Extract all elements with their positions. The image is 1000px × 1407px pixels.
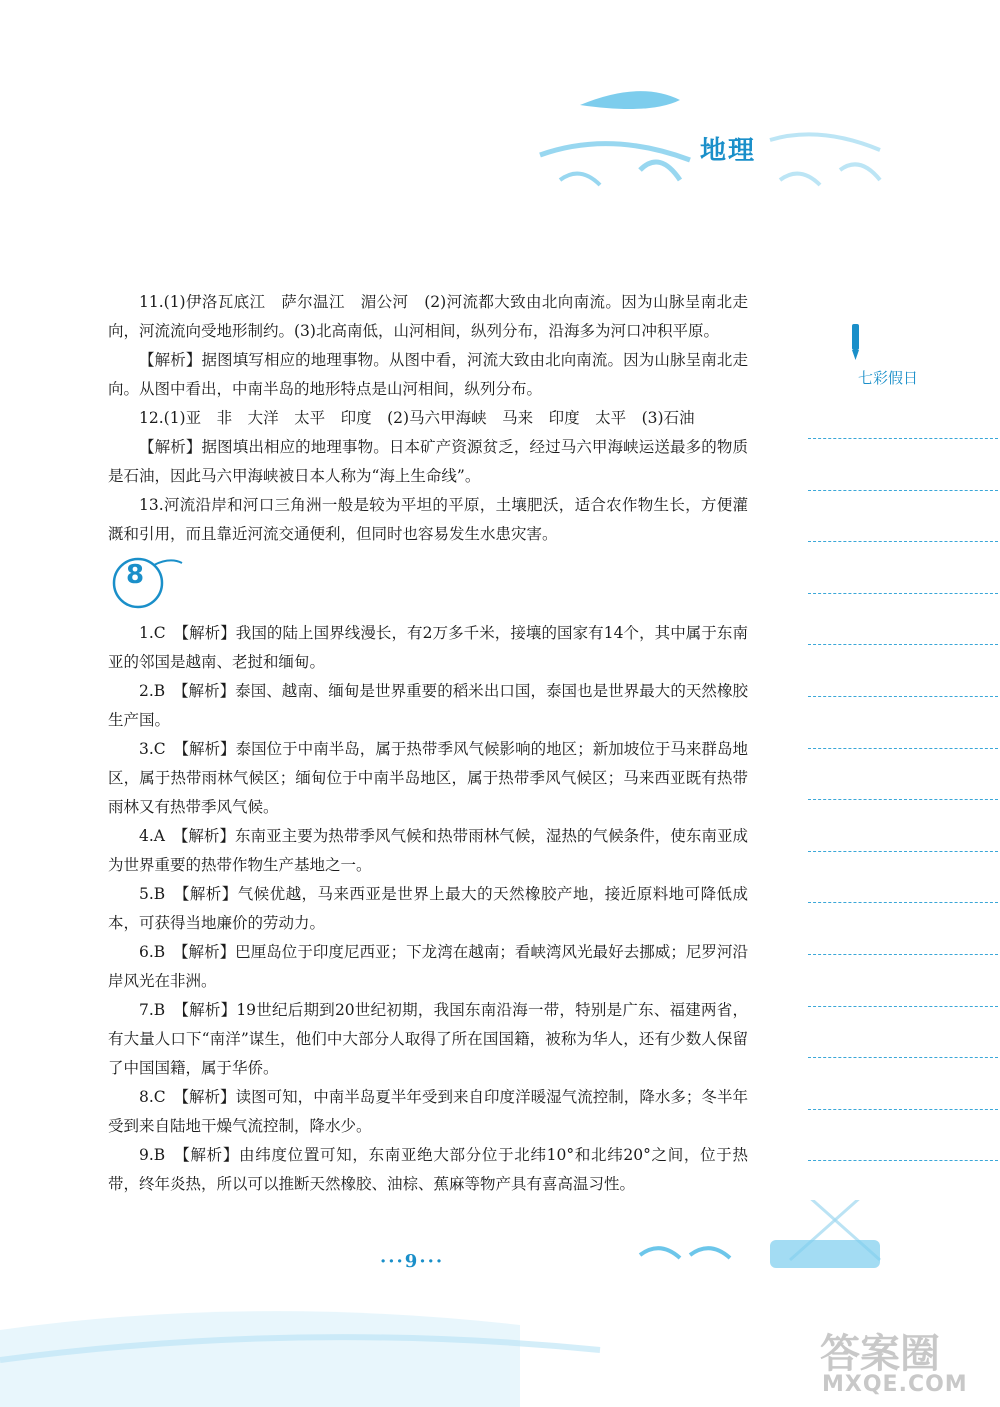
pen-icon [846, 322, 866, 362]
answer-content [108, 288, 748, 1199]
answer-paragraph: 13.河流沿岸和河口三角洲一般是较为平坦的平原，土壤肥沃，适合农作物生长，方便灌溉和引用，而且靠近河流交通便利，但同时也容易发生水患灾害。 [108, 496, 748, 543]
note-line [808, 902, 998, 954]
watermark-url: MXQE.COM [822, 1372, 968, 1397]
header-title: 地理 [700, 136, 757, 166]
note-line [808, 490, 998, 542]
answer-paragraph: 【解析】据图填写相应的地理事物。从图中看，河流大致由北向南流。因为山脉呈南北走向。从图中看出，中南半岛的地形特点是山河相间，纵列分布。 [108, 351, 748, 398]
note-line [808, 438, 998, 490]
note-line [808, 541, 998, 593]
answer-paragraph: 3.C 【解析】泰国位于中南半岛，属于热带季风气候影响的地区；新加坡位于马来群岛地区，属于热带雨林气候区；缅甸位于中南半岛地区，属于热带季风气候区；马来西亚既有热带雨林又有热带季风气候。 [108, 740, 748, 816]
note-line [808, 1057, 998, 1109]
answer-paragraph: 5.B 【解析】气候优越，马来西亚是世界上最大的天然橡胶产地，接近原料地可降低成本，可获得当地廉价的劳动力。 [108, 885, 748, 932]
answer-paragraph: 1.C 【解析】我国的陆上国界线漫长，有2万多千米，接壤的国家有14个，其中属于东南亚的邻国是越南、老挝和缅甸。 [108, 624, 748, 671]
note-line [808, 593, 998, 645]
note-line [808, 799, 998, 851]
note-line [808, 696, 998, 748]
note-lines [808, 438, 998, 1212]
note-line [808, 1006, 998, 1058]
answer-paragraph: 4.A 【解析】东南亚主要为热带季风气候和热带雨林气候，湿热的气候条件，使东南亚成为世界重要的热带作物生产基地之一。 [108, 827, 748, 874]
watermark-logo: 答案圈 [820, 1331, 940, 1377]
answer-paragraph: 【解析】据图填出相应的地理事物。日本矿产资源贫乏，经过马六甲海峡运送最多的物质是石油，因此马六甲海峡被日本人称为“海上生命线”。 [108, 438, 748, 485]
answer-paragraph: 12.(1)亚 非 大洋 太平 印度 (2)马六甲海峡 马来 印度 太平 (3)石油 [139, 409, 695, 427]
note-line [808, 851, 998, 903]
section-badge-icon [102, 553, 192, 615]
answer-paragraph: 2.B 【解析】泰国、越南、缅甸是世界重要的稻米出口国，泰国也是世界最大的天然橡胶生产国。 [108, 682, 748, 729]
answer-paragraph: 11.(1)伊洛瓦底江 萨尔温江 湄公河 (2)河流都大致由北向南流。因为山脉呈南北走向，河流流向受地形制约。(3)北高南低，山河相间，纵列分布，沿海多为河口冲积平原。 [108, 293, 748, 340]
note-line [808, 644, 998, 696]
answer-paragraph: 6.B 【解析】巴厘岛位于印度尼西亚；下龙湾在越南；看峡湾风光最好去挪威；尼罗河沿岸风光在非洲。 [108, 943, 748, 990]
note-line [808, 1109, 998, 1161]
section-badge [102, 553, 748, 615]
answer-paragraph: 8.C 【解析】读图可知，中南半岛夏半年受到来自印度洋暖湿气流控制，降水多；冬半年受到来自陆地干燥气流控制，降水少。 [108, 1088, 748, 1135]
answer-paragraph: 7.B 【解析】19世纪后期到20世纪初期，我国东南沿海一带，特别是广东、福建两省，有大量人口下“南洋”谋生，他们中大部分人取得了所在国国籍，被称为华人，还有少数人保留了中国国籍，属于华侨。 [108, 1001, 748, 1077]
sidebar-label: 七彩假日 [858, 369, 919, 387]
answer-paragraph: 9.B 【解析】由纬度位置可知，东南亚绝大部分位于北纬10°和北纬20°之间，位于热带，终年炎热，所以可以推断天然橡胶、油棕、蕉麻等物产具有喜高温习性。 [108, 1146, 748, 1193]
section-number: 8 [126, 560, 145, 590]
note-line [808, 954, 998, 1006]
page-number: ···9··· [380, 1251, 445, 1272]
note-line [808, 748, 998, 800]
